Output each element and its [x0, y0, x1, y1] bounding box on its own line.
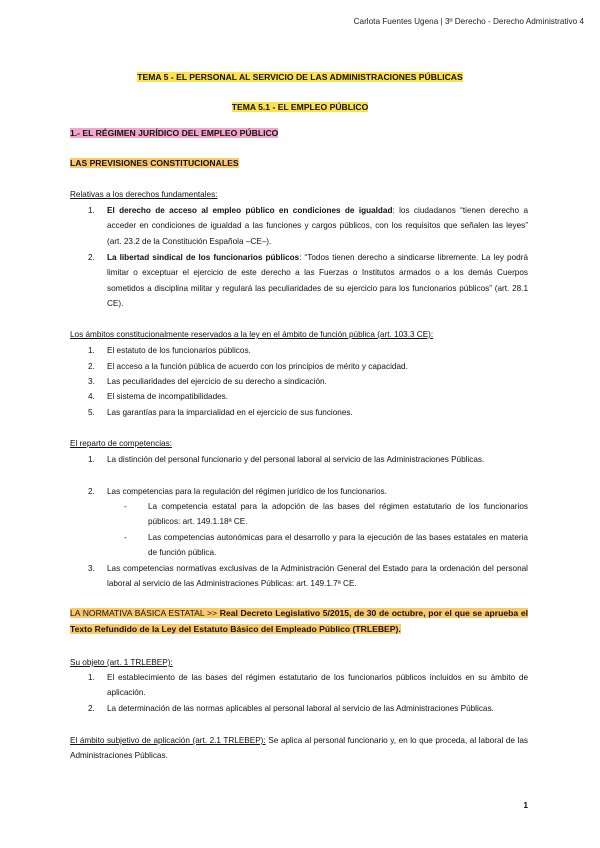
subtema-title: TEMA 5.1 - EL EMPLEO PÚBLICO [231, 102, 369, 112]
ambitos-heading: Los ámbitos constitucionalmente reservados a la ley en el ámbito de función pública (art. 103.3 CE): [70, 330, 434, 339]
page-number: 1 [523, 800, 528, 810]
objeto-item-1: 1. El establecimiento de las bases del régimen estatutario de los funcionarios públicos incluidos en su ámbito de aplicación. [88, 673, 528, 698]
objeto-item-2: 2. La determinación de las normas aplicables al personal laboral al servicio de las Administraciones Públicas. [88, 704, 494, 713]
rights-item-1-bold: El derecho de acceso al empleo público en condiciones de igualdad [107, 206, 393, 215]
section-heading-1: 1.- EL RÉGIMEN JURÍDICO DEL EMPLEO PÚBLICO [70, 128, 279, 138]
objeto-heading: Su objeto (art. 1 TRLEBEP): [70, 658, 173, 667]
ambitos-item-5: 5. Las garantías para la imparcialidad en el ejercicio de sus funciones. [88, 408, 353, 417]
reparto-subitem-2: - Las competencias autonómicas para el desarrollo y para la ejecución de las bases estatales en materia de función pública. [124, 533, 528, 558]
rights-item-1-text: : los ciudadanos “tienen derecho a acceder en condiciones de igualdad a las funciones y cargos públicos, con los requisitos que señalen las leyes” (art. 23.2 de la Constitución Española –CE–). [107, 206, 528, 246]
reparto-item-2: 2. Las competencias para la regulación del régimen jurídico de los funcionarios. [88, 487, 387, 496]
reparto-item-1: 1. La distinción del personal funcionario y del personal laboral al servicio de las Administraciones Públicas. [88, 455, 485, 464]
rights-item-2-bold: La libertad sindical de los funcionarios públicos [107, 253, 300, 262]
reparto-item-3: 3. Las competencias normativas exclusivas de la Administración General del Estado para la ordenación del personal laboral al servicio de las Administraciones Públicas: art. 149.1.7ª CE. [88, 564, 528, 589]
ambitos-item-4: 4. El sistema de incompatibilidades. [88, 392, 229, 401]
page-header: Carlota Fuentes Ugena | 3º Derecho - Derecho Administrativo 4 [353, 17, 584, 26]
rights-item-1: 1. El derecho de acceso al empleo público en condiciones de igualdad: los ciudadanos “tienen derecho a acceder en condiciones de igualdad a las funciones y cargos públicos, con los requisitos que señalen las leyes” (art. 23.2 de la Constitución Española –CE–). [88, 206, 528, 246]
subjetivo-text: Se aplica al personal funcionario y, en lo que proceda, al laboral de las Administraciones Públicas. [70, 736, 528, 761]
subjetivo-label: El ámbito subjetivo de aplicación (art. 2.1 TRLEBEP): [70, 736, 266, 745]
rights-item-2: 2. La libertad sindical de los funcionarios públicos: “Todos tienen derecho a sindicarse libremente. La ley podrá limitar o exceptuar el ejercicio de este derecho a las Fuerzas o Institutos armados o a los demás Cuerpos sometidos a disciplina militar y regulará las peculiaridades de su ejercicio para los funcionarios públicos” (art. 28.1 CE). [88, 253, 528, 309]
section-heading-previsiones: LAS PREVISIONES CONSTITUCIONALES [70, 158, 239, 168]
reparto-heading: El reparto de competencias: [70, 439, 172, 448]
subtema-title-wrap [0, 97, 600, 115]
tema-title-wrap [0, 67, 600, 85]
ambitos-item-3: 3. Las peculiaridades del ejercicio de su derecho a sindicación. [88, 377, 327, 386]
rights-item-2-text: : “Todos tienen derecho a sindicarse libremente. La ley podrá limitar o exceptuar el ejercicio de este derecho a las Fuerzas o Institutos armados o a los demás Cuerpos sometidos a disciplina militar y regulará las peculiaridades de su ejercicio para los funcionarios públicos” (art. 28.1 CE). [107, 253, 528, 309]
tema-title: TEMA 5 - EL PERSONAL AL SERVICIO DE LAS ADMINISTRACIONES PÚBLICAS [137, 72, 463, 82]
reparto-subitem-1: - La competencia estatal para la adopción de las bases del régimen estatutario de los funcionarios públicos: art. 149.1.18ª CE. [124, 502, 528, 527]
normativa-heading: LA NORMATIVA BÁSICA ESTATAL >> Real Decreto Legislativo 5/2015, de 30 de octubre, por el que se aprueba el Texto Refundido de la Ley del Estatuto Básico del Empleado Público (TRLEBEP). [70, 608, 528, 634]
subjetivo-paragraph [70, 733, 528, 764]
ambitos-item-2: 2. El acceso a la función pública de acuerdo con los principios de mérito y capacidad. [88, 362, 408, 371]
ambitos-item-1: 1. El estatuto de los funcionarios públicos. [88, 346, 251, 355]
rights-heading: Relativas a los derechos fundamentales: [70, 190, 218, 199]
